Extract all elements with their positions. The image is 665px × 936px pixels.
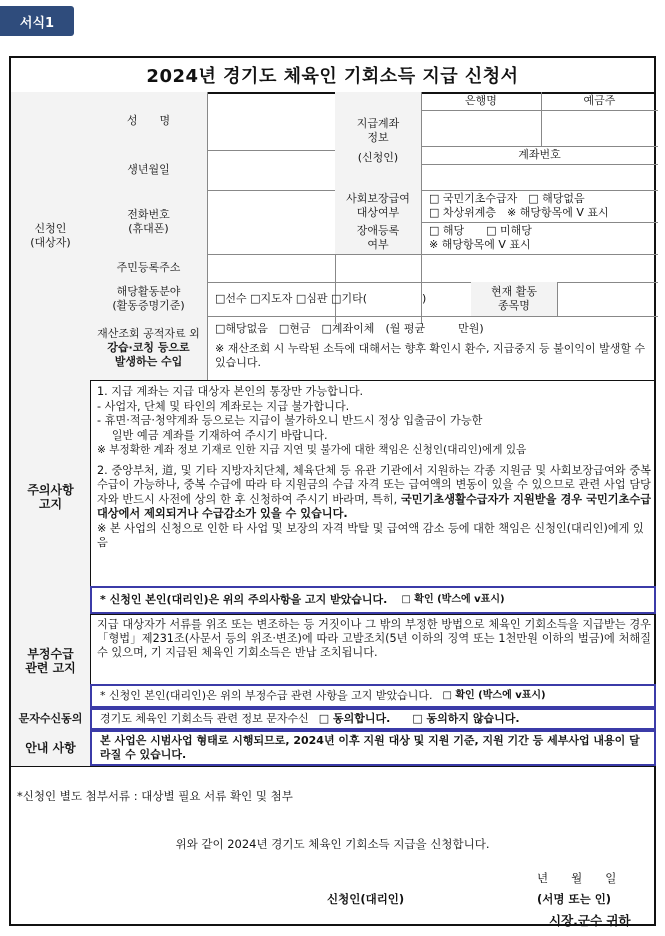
notice-label	[11, 380, 90, 614]
notice-confirm-box	[90, 586, 656, 614]
account-no-field[interactable]	[421, 164, 658, 190]
holder-label: 예금주	[583, 94, 616, 107]
bank-label: 은행명	[465, 94, 497, 107]
welfare-line-1[interactable]: □ 국민기초수급자 □ 해당없음	[429, 192, 585, 205]
applicant-label-1: 신청인	[34, 222, 67, 235]
account-no-label: 계좌번호	[518, 148, 561, 161]
sms-consent-row	[90, 708, 656, 730]
income-note: ※ 재산조회 시 누락된 소득에 대해서는 향후 확인시 환수, 지급중지 등 불이익이 발생할 수 있습니다.	[215, 342, 646, 369]
applicant-section-label	[11, 92, 90, 380]
fraud-label	[11, 614, 90, 708]
applicant-label-2: (대상자)	[30, 236, 71, 249]
notice-para-2-text: 2. 중앙부처, 道, 및 기타 지방자치단체, 체육단체 등 유관 기관에서 지원하는 각종 지원금 및 사회보장급여와 중복 수급이 가능하나, 중복 수급에 따라 타 지원금의 수급 자격 또는 급여액의 변동이 있을 수 있으므로 관련 사업 담당자와 반드시 사전에 상의 한 후 신청하여 주시기 바라며, 특히,	[97, 463, 651, 506]
field-label	[90, 282, 207, 316]
field-label-2: (활동증명기준)	[112, 299, 185, 312]
guide-text: 본 사업은 시범사업 형태로 시행되므로, 2024년 이후 지원 대상 및 지원 기준, 지원 기간 등 세부사업 내용이 달라질 수 있습니다.	[90, 730, 656, 766]
sms-agree-checkbox[interactable]: □ 동의합니다.	[318, 712, 391, 725]
attachment-note: *신청인 별도 첨부서류 : 대상별 필요 서류 확인 및 첨부	[17, 789, 293, 803]
notice-para-2-bold: 국민기초생활수급자가 지원받을 경우 국민기초수급대상에서 제외되거나 수급감소가 있을 수 있습니다.	[97, 492, 652, 520]
fraud-label-2: 관련 고지	[25, 661, 76, 675]
form-title: 2024년 경기도 체육인 기회소득 지급 신청서	[11, 58, 654, 94]
guide-label: 안내 사항	[11, 730, 90, 766]
notice-para-2	[97, 464, 651, 522]
date-line: 년 월 일	[537, 871, 617, 885]
notice-label-1: 주의사항	[27, 483, 74, 497]
disability-line-1[interactable]: □ 해당 □ 미해당	[429, 224, 532, 237]
fraud-body: 지급 대상자가 서류를 위조 또는 변조하는 등 거짓이나 그 밖의 부정한 방법으로 체육인 기회소득을 지급받는 경우 「형법」제231조(사문서 등의 위조·변조)에 따라 고발조치(5년 이하의 징역 또는 1천만원 이하의 벌금)에 처해질 수 있으며, 기 지급된 체육인 기회소득은 반납 조치됩니다.	[97, 618, 651, 659]
phone-field[interactable]	[207, 190, 335, 254]
notice-line: ※ 부정확한 계좌 정보 기재로 인한 지급 지연 및 불가에 대한 책임은 신청인(대리인)에게 있음	[97, 444, 527, 456]
addressee: 시장.군수 귀하	[549, 913, 631, 928]
phone-label-1: 전화번호	[127, 208, 170, 221]
current-org-label-2: 종목명	[498, 299, 530, 312]
name-label: 성 명	[90, 92, 207, 150]
account-label-1: 지급계좌	[356, 117, 400, 130]
fraud-confirm-text: * 신청인 본인(대리인)은 위의 부정수급 관련 사항을 고지 받았습니다.	[100, 689, 433, 702]
account-label	[335, 92, 421, 190]
sms-text: 경기도 체육인 기회소득 관련 정보 문자수신	[100, 712, 309, 725]
fraud-label-1: 부정수급	[27, 647, 74, 661]
birth-label: 생년월일	[90, 150, 207, 190]
sms-disagree-checkbox[interactable]: □ 동의하지 않습니다.	[412, 712, 520, 725]
address-label: 주민등록주소	[90, 254, 207, 282]
welfare-label-1: 사회보장급여	[346, 192, 410, 205]
fraud-confirm-box	[90, 684, 656, 708]
notice-label-2: 고지	[38, 497, 63, 511]
notice-confirm-text: * 신청인 본인(대리인)은 위의 주의사항을 고지 받았습니다.	[100, 593, 388, 606]
welfare-line-2[interactable]: □ 차상위계층 ※ 해당항목에 V 표시	[429, 206, 609, 219]
income-label	[90, 316, 207, 380]
signature-field[interactable]: (서명 또는 인)	[537, 892, 612, 906]
disability-label-1: 장애등록	[356, 224, 400, 237]
address-field[interactable]	[207, 254, 658, 282]
income-options[interactable]: □해당없음 □현금 □계좌이체 (월 평균 만원)	[215, 322, 484, 335]
account-label-3: (신청인)	[357, 151, 399, 164]
notice-body	[97, 385, 651, 551]
phone-label-2: (휴대폰)	[128, 222, 169, 235]
notice-confirm-checkbox[interactable]: □ 확인 (박스에 v표시)	[401, 594, 505, 605]
applicant-signature-label: 신청인(대리인)	[327, 892, 405, 906]
notice-line: - 사업자, 단체 및 타인의 계좌로는 지급 불가합니다.	[97, 399, 350, 413]
bank-field[interactable]	[421, 110, 541, 146]
field-label-1: 해당활동분야	[116, 285, 181, 298]
disability-label-2: 여부	[367, 238, 389, 251]
notice-para-2-note: ※ 본 사업의 신청으로 인한 타 사업 및 보장의 자격 박탈 및 급여액 감소 등에 대한 책임은 신청인(대리인)에게 있음	[97, 521, 644, 549]
birth-field[interactable]	[207, 150, 335, 190]
income-label-3: 발생하는 수입	[114, 355, 183, 368]
notice-line: 일반 예금 계좌를 기재하여 주시기 바랍니다.	[97, 428, 328, 442]
disability-line-2[interactable]: ※ 해당항목에 V 표시	[429, 238, 531, 251]
name-field[interactable]	[207, 92, 335, 150]
holder-field[interactable]	[541, 110, 658, 146]
income-label-2: 강습·코칭 등으로	[107, 341, 190, 354]
sms-label: 문자수신동의	[11, 708, 90, 730]
disability-label	[335, 222, 421, 254]
fraud-confirm-checkbox[interactable]: □ 확인 (박스에 v표시)	[442, 690, 546, 701]
notice-line: - 휴면·적금·청약계좌 등으로는 지급이 불가하오니 반드시 정상 입출금이 가능한	[97, 414, 483, 427]
current-org-label	[471, 282, 557, 316]
notice-line: 1. 지급 계좌는 지급 대상자 본인의 통장만 가능합니다.	[97, 385, 364, 398]
phone-label	[90, 190, 207, 254]
welfare-label-2: 대상여부	[356, 206, 400, 219]
welfare-label	[335, 190, 421, 222]
field-options[interactable]: □선수 □지도자 □심판 □기타( )	[215, 292, 427, 305]
current-org-field[interactable]	[557, 282, 658, 316]
account-label-2: 정보	[367, 131, 389, 144]
current-org-label-1: 현재 활동	[490, 285, 537, 298]
application-form	[9, 56, 656, 926]
declaration: 위와 같이 2024년 경기도 체육인 기회소득 지급을 신청합니다.	[175, 837, 490, 851]
form-tag: 서식1	[0, 6, 74, 36]
welfare-options[interactable]	[429, 192, 657, 220]
disability-options[interactable]	[429, 224, 657, 252]
income-label-1: 재산조회 공적자료 외	[97, 327, 200, 340]
